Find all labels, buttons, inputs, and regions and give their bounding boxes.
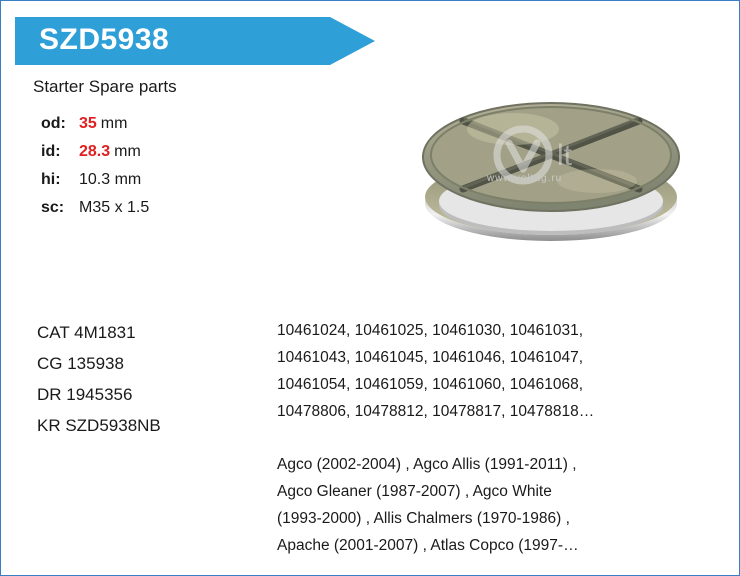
oem-number-line: 10461043, 10461045, 10461046, 10461047, xyxy=(277,349,583,366)
specs-list xyxy=(41,115,341,227)
spec-unit-od: mm xyxy=(100,115,128,132)
application-line: Agco Gleaner (1987-2007) , Agco White xyxy=(277,483,552,500)
application-list xyxy=(277,451,709,559)
oem-number-list xyxy=(277,317,727,425)
oem-number-line: 10478806, 10478812, 10478817, 10478818… xyxy=(277,403,595,420)
spec-row xyxy=(41,143,341,171)
oem-number-line: 10461024, 10461025, 10461030, 10461031, xyxy=(277,322,583,339)
svg-text:lt: lt xyxy=(557,139,572,172)
cross-reference-item: CG 135938 xyxy=(37,354,124,373)
spec-value-id: 28.3 xyxy=(79,143,111,160)
spec-row xyxy=(41,199,341,227)
cross-reference-item: KR SZD5938NB xyxy=(37,416,161,435)
spec-key-hi: hi: xyxy=(41,171,61,188)
page-subtitle: Starter Spare parts xyxy=(33,77,177,96)
oem-number-line: 10461054, 10461059, 10461060, 10461068, xyxy=(277,376,583,393)
spec-value-sc: M35 x 1.5 xyxy=(79,199,150,216)
part-number-title: SZD5938 xyxy=(39,23,170,56)
cross-reference-item: CAT 4M1831 xyxy=(37,323,136,342)
spec-unit-id: mm xyxy=(114,143,141,160)
header-banner xyxy=(15,17,375,65)
spec-value-od: 35 xyxy=(79,115,97,132)
spec-key-id: id: xyxy=(41,143,61,160)
spec-row xyxy=(41,171,341,199)
spec-key-sc: sc: xyxy=(41,199,65,216)
application-line: (1993-2000) , Allis Chalmers (1970-1986) , xyxy=(277,510,570,527)
product-image xyxy=(401,85,701,250)
application-line: Agco (2002-2004) , Agco Allis (1991-2011) , xyxy=(277,456,577,473)
watermark-url: www.voltag.ru xyxy=(487,173,563,184)
application-line: Apache (2001-2007) , Atlas Copco (1997-… xyxy=(277,537,579,554)
spec-key-od: od: xyxy=(41,115,66,132)
spec-value-hi: 10.3 mm xyxy=(79,171,142,188)
spec-row xyxy=(41,115,341,143)
cross-reference-list xyxy=(37,317,267,441)
cross-reference-item: DR 1945356 xyxy=(37,385,133,404)
